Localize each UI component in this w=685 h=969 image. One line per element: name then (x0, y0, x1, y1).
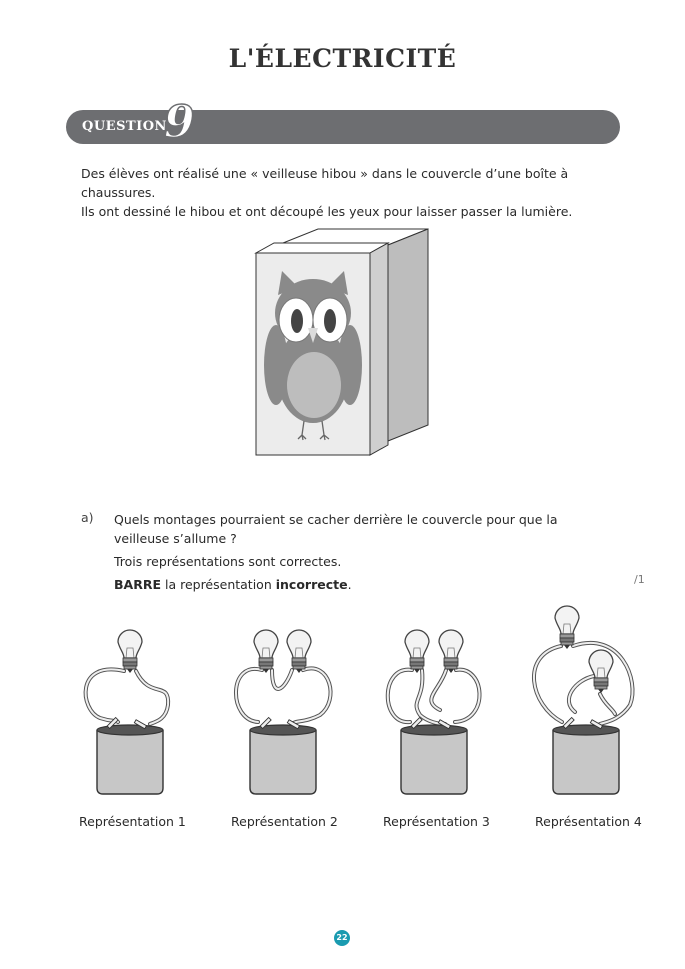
part-a-note: Trois représentations sont correctes. (114, 554, 342, 569)
instruction-mid: la représentation (161, 577, 276, 592)
score-box: /1 (634, 573, 645, 586)
intro-line-2: Ils ont dessiné le hibou et ont découpé les yeux pour laisser passer la lumière. (81, 204, 573, 219)
question-number: 9 (164, 97, 195, 148)
circuit-representation-3 (388, 630, 480, 794)
instruction-verb: BARRE (114, 577, 161, 592)
circuit-representation-1 (86, 630, 169, 794)
part-a-question (114, 510, 606, 594)
question-label: QUESTION (82, 119, 167, 134)
intro-line-1: Des élèves ont réalisé une « veilleuse hibou » dans le couvercle d’une boîte à chaussures. (81, 166, 569, 200)
part-a-letter: a) (81, 510, 94, 525)
page-number-badge: 22 (334, 930, 350, 946)
owl-box-illustration (250, 225, 435, 460)
part-a-instruction (114, 575, 606, 594)
instruction-end: . (347, 577, 352, 592)
instruction-emph: incorrecte (275, 577, 348, 592)
intro-text (81, 164, 621, 221)
page-title: L'ÉLECTRICITÉ (228, 44, 457, 73)
representation-3-label: Représentation 3 (383, 814, 490, 829)
part-a-question-line: Quels montages pourraient se cacher derrière le couvercle pour que la veilleuse s’allume ? (114, 512, 558, 546)
representation-4-label: Représentation 4 (535, 814, 642, 829)
circuit-representation-2 (236, 630, 331, 794)
circuit-diagrams (0, 600, 685, 800)
representation-1-label: Représentation 1 (79, 814, 186, 829)
circuit-representation-4 (534, 606, 633, 794)
representation-2-label: Représentation 2 (231, 814, 338, 829)
